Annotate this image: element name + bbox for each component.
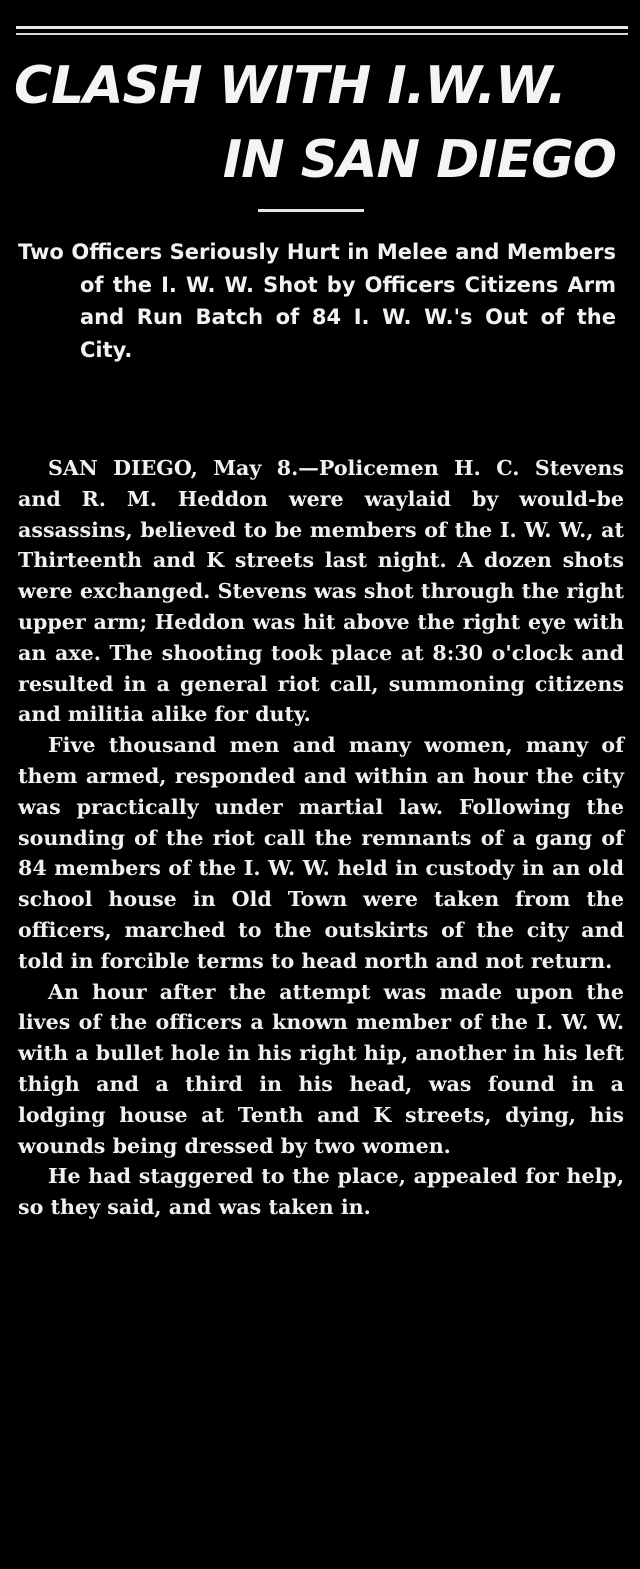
subheadline-deck: Two Officers Seriously Hurt in Melee and Members of the I. W. W. Shot by Officers Citizens Arm and Run Batch of 84 I. W. W.'s Out of the City. [18,240,616,362]
paragraph-3: An hour after the attempt was made upon the lives of the officers a known member of the I. W. W. with a bullet hole in his right hip, another in his left thigh and a third in his head, was found in a lodging house at Tenth and K streets, dying, his wounds being dressed by two women. [18,979,624,1158]
paragraph-1: SAN DIEGO, May 8.—Policemen H. C. Stevens and R. M. Heddon were waylaid by would-be assassins, believed to be members of the I. W. W., at Thirteenth and K streets last night. A dozen shots were exchanged. Stevens was shot through the right upper arm; Heddon was hit above the right eye with an axe. The shooting took place at 8:30 o'clock and resulted in a general riot call, summoning citizens and militia alike for duty. [18,456,624,727]
headline-divider [258,209,364,212]
top-double-rule [16,26,628,36]
top-rule-thin [16,33,628,35]
top-rule-thick [16,26,628,29]
paragraph-2: Five thousand men and many women, many of them armed, responded and within an hour the city was practically under martial law. Following the sounding of the riot call the remnants of a gang of 84 members of the I. W. W. held in custody in an old school house in Old Town were taken from the officers, marched to the outskirts of the city and told in forcible terms to head north and not return. [18,733,624,973]
paragraph-4: He had staggered to the place, appealed for help, so they said, and was taken in. [18,1164,624,1220]
headline-line-2: IN SAN DIEGO [222,130,616,190]
article-body [18,453,624,1223]
headline-line-1: CLASH WITH I.W.W. [14,56,566,116]
